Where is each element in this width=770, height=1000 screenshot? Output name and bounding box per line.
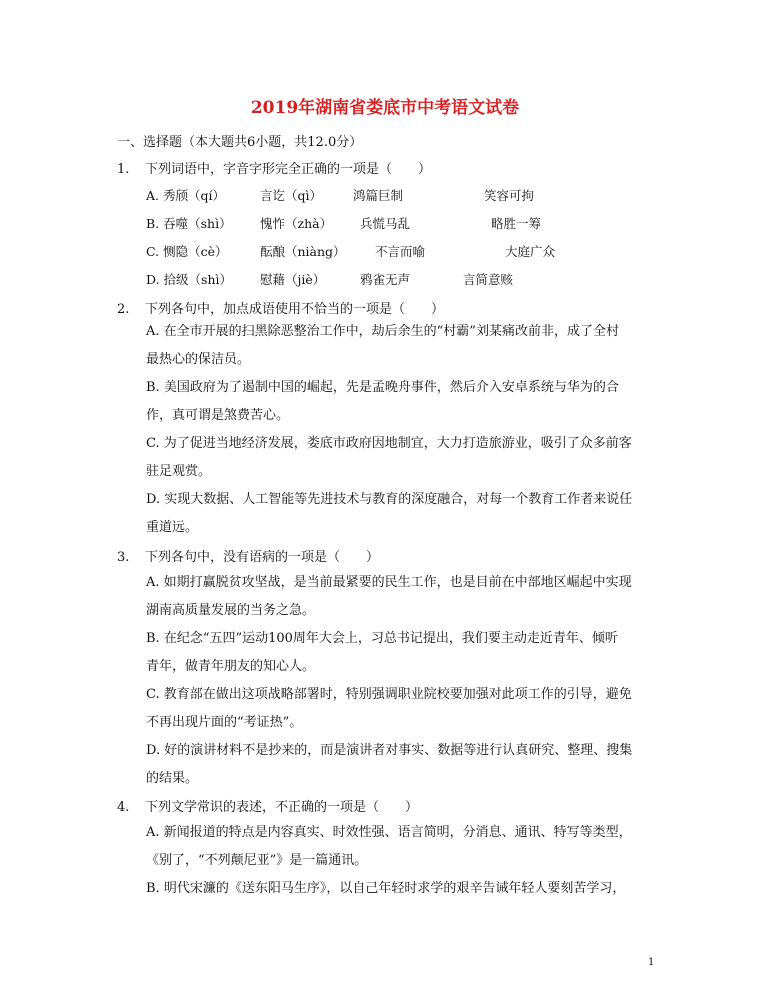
option-line: 不再出现片面的“考证热”。 <box>146 715 303 730</box>
question-number: 4. <box>117 800 130 815</box>
question-3 <box>117 546 677 565</box>
question-stem: 下列文学常识的表述，不正确的一项是（ ） <box>145 800 419 815</box>
question-stem: 下列各句中，加点成语使用不恰当的一项是（ ） <box>145 302 445 317</box>
option-cell: B. 吞噬（shì） <box>146 216 232 231</box>
question-number: 3. <box>117 550 130 565</box>
option-b <box>146 875 666 903</box>
option-c <box>146 681 666 737</box>
option-cell: 酝酿（niàng） <box>260 244 346 259</box>
option-line: 《别了，“不列颠尼亚”》是一篇通讯。 <box>146 853 368 868</box>
option-cell: 兵慌马乱 <box>360 216 411 231</box>
option-cell: 略胜一筹 <box>491 216 542 231</box>
question-number: 2. <box>117 302 130 317</box>
question-stem: 下列各句中，没有语病的一项是（ ） <box>145 550 380 565</box>
option-cell: 言简意赅 <box>463 272 514 287</box>
option-line: D. 实现大数据、人工智能等先进技术与教育的深度融合，对每一个教育工作者来说任 <box>146 492 633 507</box>
option-a <box>146 318 666 374</box>
option-line: 最热心的保洁员。 <box>146 352 251 367</box>
option-line: C. 教育部在做出这项战略部署时，特别强调职业院校要加强对此项工作的引导，避免 <box>146 687 632 702</box>
option-b <box>146 625 666 681</box>
option-cell: 愧怍（zhà） <box>260 216 333 231</box>
option-line: 的结果。 <box>146 771 199 786</box>
section-heading: 一、选择题（本大题共6小题，共12.0分） <box>117 135 363 150</box>
option-line: 重道远。 <box>146 520 199 535</box>
option-cell: D. 拾级（shì） <box>146 272 232 287</box>
option-b <box>146 374 666 430</box>
option-c <box>146 430 666 486</box>
option-line: B. 明代宋濂的《送东阳马生序》，以自己年轻时求学的艰辛告诫年轻人要刻苦学习， <box>146 881 626 896</box>
question-1 <box>117 158 677 177</box>
option-line: 湖南高质量发展的当务之急。 <box>146 603 316 618</box>
option-line: B. 美国政府为了遏制中国的崛起，先是孟晚舟事件，然后介入安卓系统与华为的合 <box>146 380 619 395</box>
option-cell: 言讫（qì） <box>260 188 322 203</box>
option-cell: 笑容可拘 <box>484 188 535 203</box>
option-cell: C. 恻隐（cè） <box>146 244 228 259</box>
question-stem: 下列词语中，字音字形完全正确的一项是（ ） <box>145 162 432 177</box>
option-line: 驻足观赏。 <box>146 464 212 479</box>
option-line: 作，真可谓是煞费苦心。 <box>146 408 290 423</box>
option-a <box>146 569 666 625</box>
question-4 <box>117 796 677 815</box>
option-line: A. 在全市开展的扫黑除恶整治工作中，劫后余生的“村霸”刘某痛改前非，成了全村 <box>146 324 619 339</box>
page-number: 1 <box>648 957 655 968</box>
option-line: D. 好的演讲材料不是抄来的，而是演讲者对事实、数据等进行认真研究、整理、搜集 <box>146 743 633 758</box>
page-title: 2019年湖南省娄底市中考语文试卷 <box>250 98 520 118</box>
option-line: A. 如期打赢脱贫攻坚战，是当前最紧要的民生工作，也是目前在中部地区崛起中实现 <box>146 575 632 590</box>
option-cell: 鸿篇巨制 <box>353 188 404 203</box>
option-cell: A. 秀颀（qí） <box>146 188 225 203</box>
question-2 <box>117 298 677 317</box>
option-line: B. 在纪念“五四”运动100周年大会上，习总书记提出，我们要主动走近青年、倾听 <box>146 631 618 646</box>
option-cell: 大庭广众 <box>505 244 556 259</box>
option-cell: 慰藉（jiè） <box>260 272 326 287</box>
option-line: C. 为了促进当地经济发展，娄底市政府因地制宜，大力打造旅游业，吸引了众多前客 <box>146 436 632 451</box>
option-cell: 不言而喻 <box>375 244 426 259</box>
option-line: 青年，做青年朋友的知心人。 <box>146 659 316 674</box>
question-number: 1. <box>117 162 130 177</box>
option-a <box>146 819 666 875</box>
option-d <box>146 737 666 793</box>
option-line: A. 新闻报道的特点是内容真实、时效性强、语言简明，分消息、通讯、特写等类型， <box>146 825 632 840</box>
option-cell: 鸦雀无声 <box>360 272 411 287</box>
option-d <box>146 486 666 542</box>
